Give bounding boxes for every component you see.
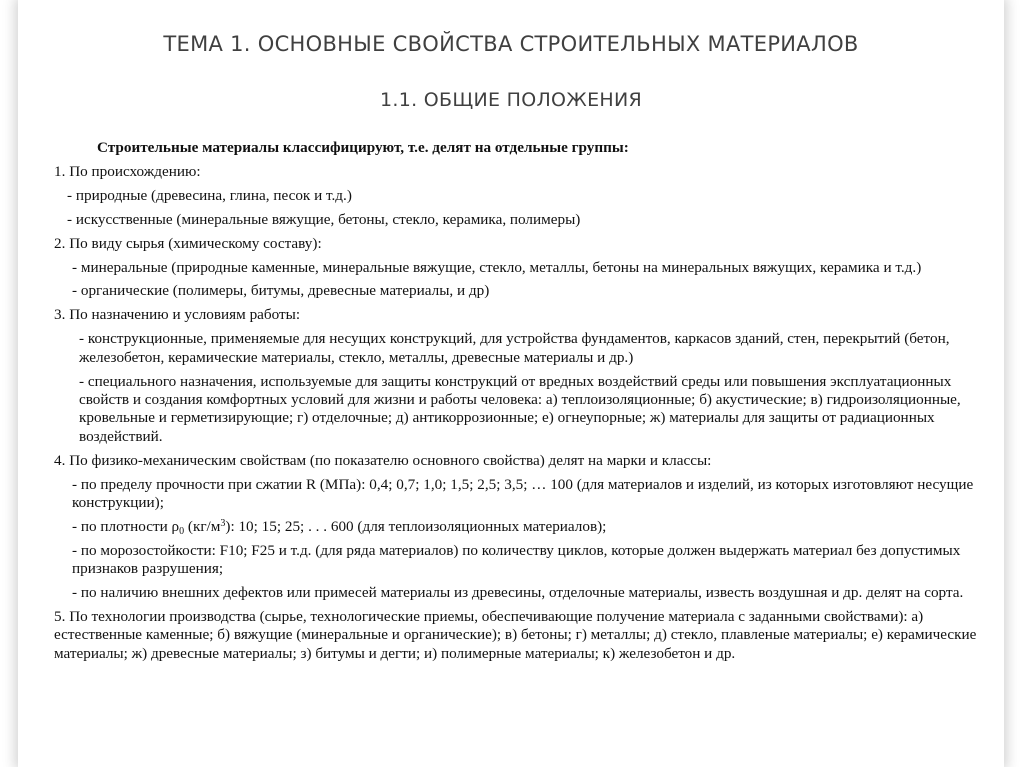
intro-paragraph: Строительные материалы классифицируют, т.е. делят на отдельные группы:: [97, 139, 629, 156]
group-4-item-3: - по морозостойкости: F10; F25 и т.д. (для ряда материалов) по количеству циклов, которые должен выдержать материал без допустимых признаков разрушения;: [72, 541, 961, 578]
slide-title: ТЕМА 1. ОСНОВНЫЕ СВОЙСТВА СТРОИТЕЛЬНЫХ МАТЕРИАЛОВ: [163, 32, 859, 56]
density-subscript: 0: [179, 525, 185, 537]
group-2-item-2: - органические (полимеры, битумы, древесные материалы, и др): [72, 282, 490, 300]
density-superscript: 3: [220, 517, 226, 529]
density-text-c: ): 10; 15; 25; . . . 600 (для теплоизоляционных материалов);: [225, 517, 607, 535]
group-3-title: 3. По назначению и условиям работы:: [54, 306, 301, 324]
group-1-item-1: - природные (древесина, глина, песок и т.д.): [67, 186, 352, 204]
slide-subtitle: 1.1. ОБЩИЕ ПОЛОЖЕНИЯ: [380, 89, 642, 111]
density-text-b: (кг/м: [184, 517, 221, 535]
group-2-item-1: - минеральные (природные каменные, минеральные вяжущие, стекло, металлы, бетоны на минеральных вяжущих, керамика и т.д.): [72, 258, 922, 276]
group-3-item-2: - специального назначения, используемые для защиты конструкций от вредных воздействий среды или повышения эксплуатационных свойств и создания комфортных условий для жизни и работы человека: а) теплоизоляционные; б) акустические; в) гидроизоляционные, кровельные и герметизирующие; г) отделочные; д) антикоррозионные; е) огнеупорные; ж) материалы для защиты от радиационных воздействий.: [79, 372, 961, 445]
group-3-item-1: - конструкционные, применяемые для несущих конструкций, для устройства фундаментов, каркасов зданий, стен, перекрытий (бетон, железобетон, керамические материалы, стекло, металлы, древесные материалы и др.): [79, 330, 950, 366]
group-4-item-4: - по наличию внешних дефектов или примесей материалы из древесины, отделочные материалы, известь воздушная и др. делят на сорта.: [72, 584, 964, 602]
group-5-paragraph: 5. По технологии производства (сырье, технологические приемы, обеспечивающие получение материала с заданными свойствами): а) естественные каменные; б) вяжущие (минеральные и органические); в) бетоны; г) металлы; д) стекло, плавленые материалы; е) керамические материалы; ж) древесные материалы; з) битумы и дегти; и) полимерные материалы; к) железобетон и др.: [54, 608, 977, 662]
group-2-title: 2. По виду сырья (химическому составу):: [54, 234, 322, 252]
slide-body: [54, 139, 994, 669]
group-1-title: 1. По происхождению:: [54, 162, 201, 180]
group-4-item-1: - по пределу прочности при сжатии R (МПа): 0,4; 0,7; 1,0; 1,5; 2,5; 3,5; … 100 (для материалов и изделий, из которых изготовляют несущие конструкции);: [72, 475, 974, 511]
slide: [18, 0, 1004, 767]
density-text-a: - по плотности ρ: [72, 517, 180, 535]
group-4-title: 4. По физико-механическим свойствам (по показателю основного свойства) делят на марки и классы:: [54, 451, 712, 469]
group-4-item-2: [54, 518, 994, 536]
group-1-item-2: - искусственные (минеральные вяжущие, бетоны, стекло, керамика, полимеры): [67, 210, 581, 228]
